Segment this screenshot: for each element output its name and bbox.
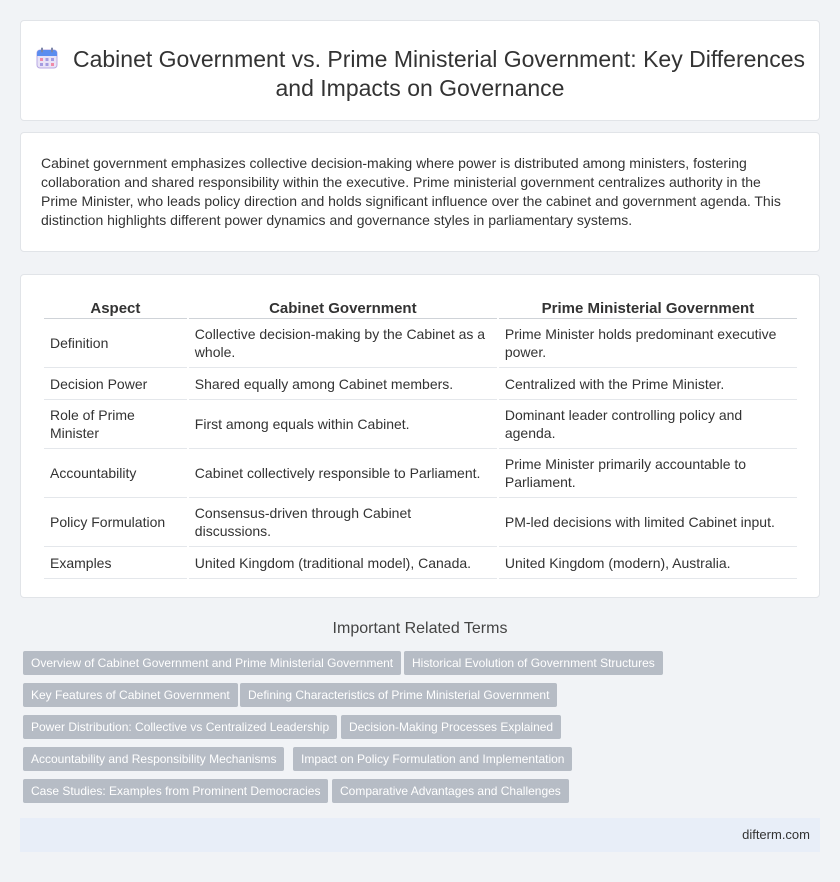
aspect-cell: Role of Prime Minister xyxy=(44,400,187,449)
pm-cell: United Kingdom (modern), Australia. xyxy=(499,547,797,579)
table-row xyxy=(44,319,797,368)
cabinet-cell: Consensus-driven through Cabinet discussions. xyxy=(189,498,497,547)
cabinet-cell: Collective decision-making by the Cabinet as a whole. xyxy=(189,319,497,368)
comparison-card xyxy=(20,274,820,598)
related-term-tag[interactable]: Overview of Cabinet Government and Prime Ministerial Government xyxy=(23,651,401,675)
related-term-tag[interactable]: Comparative Advantages and Challenges xyxy=(332,779,569,803)
comparison-table xyxy=(42,295,799,579)
table-row xyxy=(44,400,797,449)
pm-cell: PM-led decisions with limited Cabinet input. xyxy=(499,498,797,547)
header-prime-ministerial-government: Prime Ministerial Government xyxy=(499,295,797,319)
intro-card xyxy=(20,132,820,252)
table-row xyxy=(44,498,797,547)
related-term-tag[interactable]: Defining Characteristics of Prime Ministerial Government xyxy=(240,683,557,707)
aspect-cell: Examples xyxy=(44,547,187,579)
related-term-tag[interactable]: Power Distribution: Collective vs Centralized Leadership xyxy=(23,715,337,739)
header-card xyxy=(20,20,820,121)
page-title: Cabinet Government vs. Prime Ministerial Government: Key Differences and Impacts on Governance xyxy=(72,46,806,101)
aspect-cell: Decision Power xyxy=(44,368,187,400)
table-row xyxy=(44,368,797,400)
pm-cell: Dominant leader controlling policy and agenda. xyxy=(499,400,797,449)
header-aspect: Aspect xyxy=(44,295,187,319)
table-header-row xyxy=(44,295,797,319)
related-term-tag[interactable]: Case Studies: Examples from Prominent Democracies xyxy=(23,779,328,803)
header-cabinet-government: Cabinet Government xyxy=(189,295,497,319)
aspect-cell: Policy Formulation xyxy=(44,498,187,547)
table-row xyxy=(44,449,797,498)
calendar-icon xyxy=(35,46,59,70)
related-term-tag[interactable]: Accountability and Responsibility Mechanisms xyxy=(23,747,284,771)
cabinet-cell: United Kingdom (traditional model), Canada. xyxy=(189,547,497,579)
related-terms-heading: Important Related Terms xyxy=(332,620,508,637)
aspect-cell: Definition xyxy=(44,319,187,368)
related-term-tag[interactable]: Historical Evolution of Government Structures xyxy=(404,651,663,675)
footer-site-link[interactable]: difterm.com xyxy=(742,827,810,842)
related-term-tag[interactable]: Impact on Policy Formulation and Implementation xyxy=(293,747,572,771)
table-row xyxy=(44,547,797,579)
cabinet-cell: Shared equally among Cabinet members. xyxy=(189,368,497,400)
pm-cell: Prime Minister holds predominant executive power. xyxy=(499,319,797,368)
cabinet-cell: Cabinet collectively responsible to Parliament. xyxy=(189,449,497,498)
pm-cell: Centralized with the Prime Minister. xyxy=(499,368,797,400)
aspect-cell: Accountability xyxy=(44,449,187,498)
intro-paragraph: Cabinet government emphasizes collective decision-making where power is distributed among ministers, fostering collaboration and shared responsibility within the executive. Prime ministerial government centralizes authority in the Prime Minister, who leads policy direction and holds significant influence over the cabinet and government agenda. This distinction highlights different power dynamics and governance styles in parliamentary systems. xyxy=(41,155,781,228)
related-term-tag[interactable]: Decision-Making Processes Explained xyxy=(341,715,561,739)
cabinet-cell: First among equals within Cabinet. xyxy=(189,400,497,449)
footer xyxy=(20,818,820,852)
title-wrap xyxy=(21,45,819,103)
related-term-tag[interactable]: Key Features of Cabinet Government xyxy=(23,683,238,707)
pm-cell: Prime Minister primarily accountable to Parliament. xyxy=(499,449,797,498)
